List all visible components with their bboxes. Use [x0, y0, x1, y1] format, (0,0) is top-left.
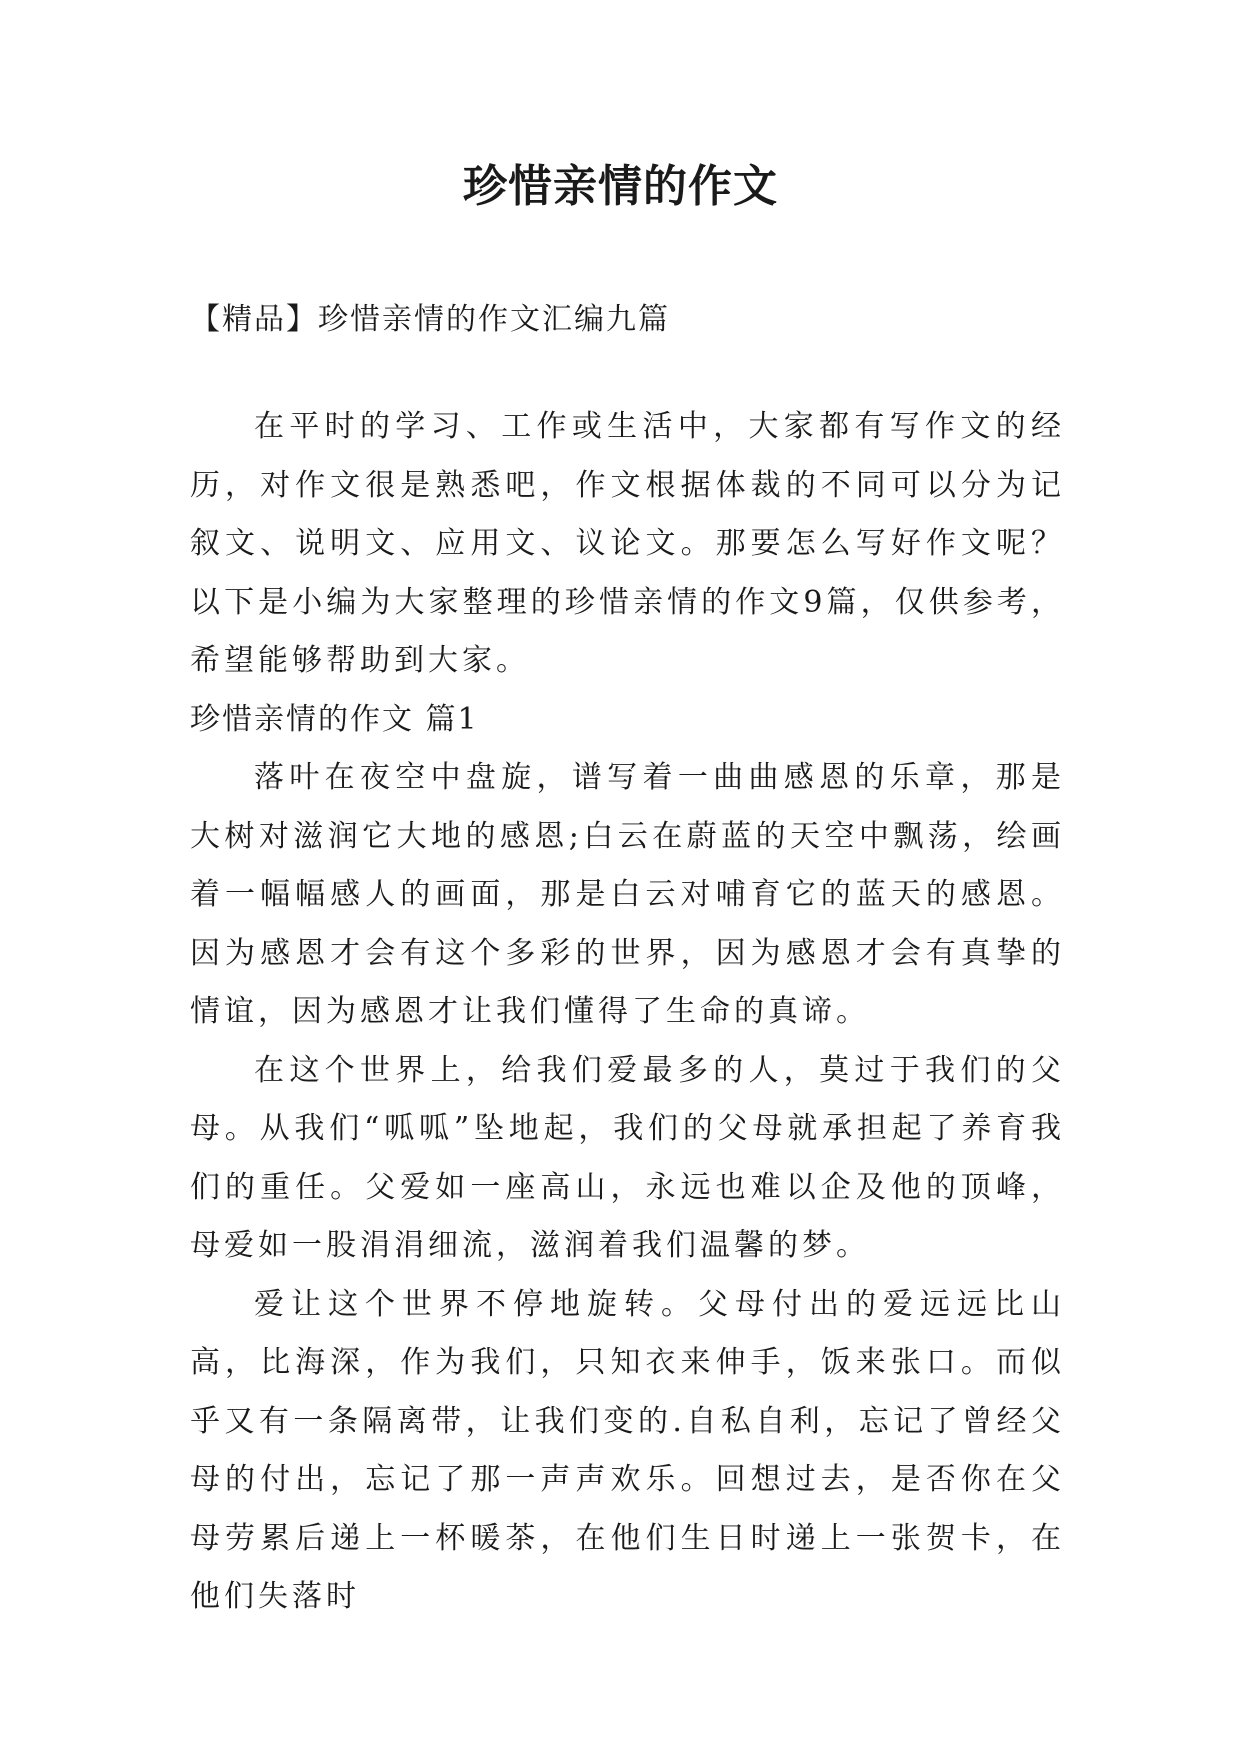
body-paragraph-3: 爱让这个世界不停地旋转。父母付出的爱远远比山高，比海深，作为我们，只知衣来伸手，饭来张口。而似乎又有一条隔离带，让我们变的.自私自利，忘记了曾经父母的付出，忘记了那一声声欢乐。回想过去，是否你在父母劳累后递上一杯暖茶，在他们生日时递上一张贺卡，在他们失落时 [190, 1286, 1065, 1614]
intro-paragraph: 在平时的学习、工作或生活中，大家都有写作文的经历，对作文很是熟悉吧，作文根据体裁的不同可以分为记叙文、说明文、应用文、议论文。那要怎么写好作文呢？以下是小编为大家整理的珍惜亲情的作文9篇，仅供参考，希望能够帮助到大家。 [190, 409, 1065, 678]
document-title: 珍惜亲情的作文 [463, 161, 778, 212]
body-paragraph-2: 在这个世界上，给我们爱最多的人，莫过于我们的父母。从我们“呱呱”坠地起，我们的父母就承担起了养育我们的重任。父爱如一座高山，永远也难以企及他的顶峰，母爱如一股涓涓细流，滋润着我们温馨的梦。 [190, 1052, 1065, 1263]
section-heading: 珍惜亲情的作文 篇1 [190, 701, 479, 737]
document-body [190, 398, 1065, 1627]
document-subtitle: 【精品】珍惜亲情的作文汇编九篇 [190, 302, 670, 337]
body-paragraph-1: 落叶在夜空中盘旋，谱写着一曲曲感恩的乐章，那是大树对滋润它大地的感恩;白云在蔚蓝的天空中飘荡，绘画着一幅幅感人的画面，那是白云对哺育它的蓝天的感恩。因为感恩才会有这个多彩的世界，因为感恩才会有真挚的情谊，因为感恩才让我们懂得了生命的真谛。 [190, 760, 1065, 1029]
